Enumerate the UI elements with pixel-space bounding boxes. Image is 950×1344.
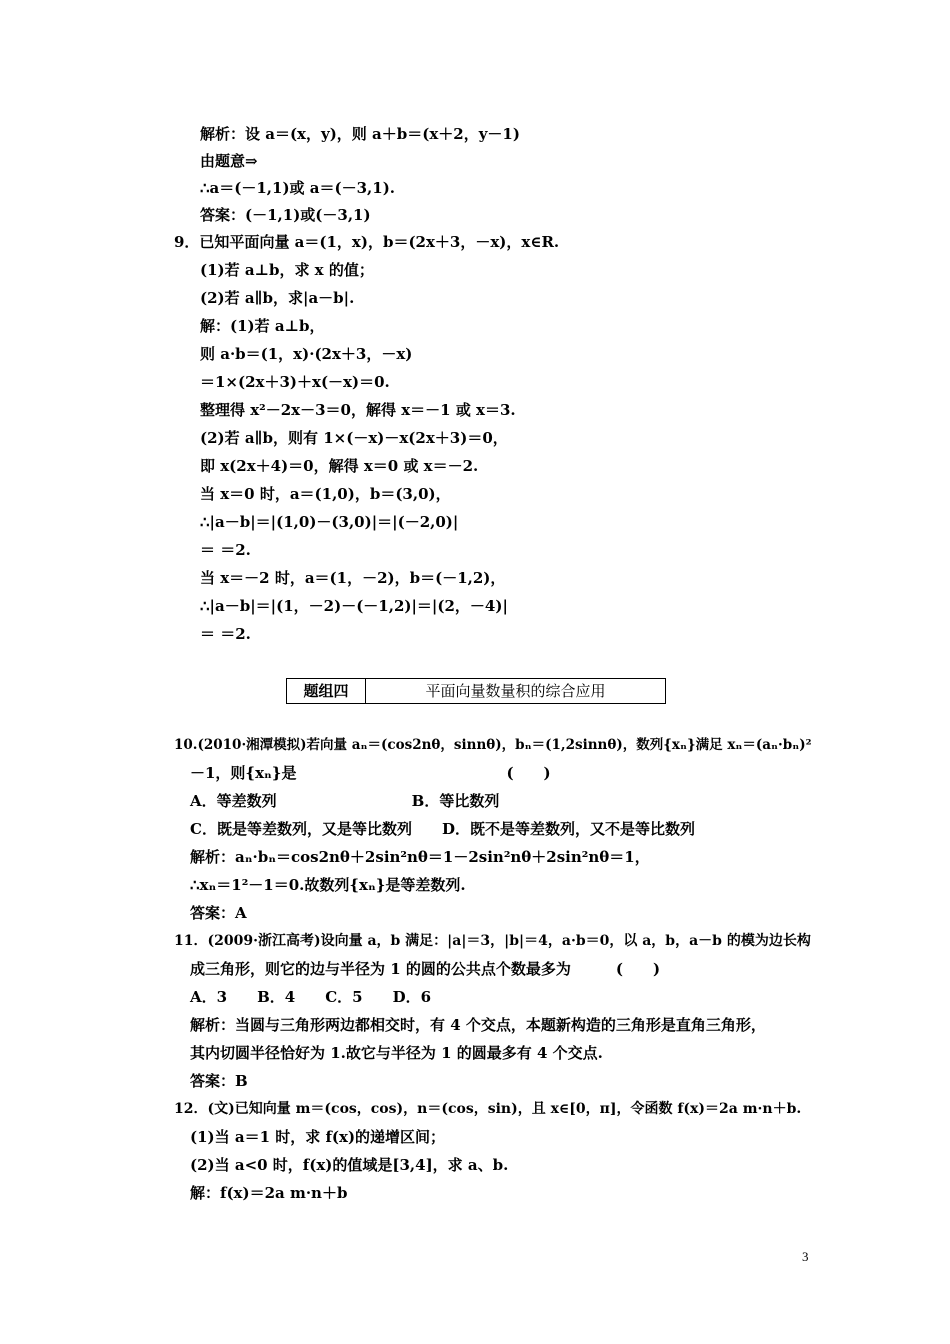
text-line: 其内切圆半径恰好为 1.故它与半径为 1 的圆最多有 4 个交点. [190, 1044, 603, 1062]
text-line: 答案：B [190, 1072, 248, 1090]
text-line: 当 x＝0 时，a＝(1,0)，b＝(3,0)， [200, 485, 451, 503]
text-line: (2)当 a<0 时，f(x)的值域是[3,4]，求 a、b. [190, 1156, 509, 1174]
text-line: 解析：设 a＝(x，y)，则 a＋b＝(x＋2，y－1) [200, 125, 520, 143]
text-line: 10.(2010·湘潭模拟)若向量 aₙ＝(cos2nθ，sinnθ)，bₙ＝(1,2sinnθ)，数列{xₙ}满足 xₙ＝(aₙ·bₙ)² [174, 737, 812, 753]
text-line: ＝ ＝2. [200, 541, 251, 559]
text-line: 12．(文)已知向量 m＝(cos，cos)，n＝(cos，sin)，且 x∈[0，π]，令函数 f(x)＝2a m·n＋b. [174, 1101, 802, 1117]
text-line: 整理得 x²－2x－3＝0，解得 x＝－1 或 x＝3. [200, 401, 516, 419]
text-line: 9．已知平面向量 a＝(1，x)，b＝(2x＋3，－x)，x∈R. [174, 233, 560, 251]
text-line: (1)若 a⊥b，求 x 的值； [200, 261, 374, 279]
text-line: 11．(2009·浙江高考)设向量 a，b 满足：|a|＝3，|b|＝4，a·b＝0，以 a，b，a－b 的模为边长构 [174, 933, 811, 949]
text-line: ＝1×(2x＋3)＋x(－x)＝0. [200, 373, 390, 391]
text-line: －1，则{xₙ}是 ( ) [190, 764, 551, 782]
text-line: 解析：aₙ·bₙ＝cos2nθ＋2sin²nθ＝1－2sin²nθ＋2sin²nθ＝1， [190, 848, 650, 866]
text-line: 解：(1)若 a⊥b， [200, 317, 325, 335]
text-line: A．等差数列 B．等比数列 [190, 792, 500, 810]
text-line: 当 x＝－2 时，a＝(1，－2)，b＝(－1,2)， [200, 569, 506, 587]
text-line: 由题意⇒ [200, 152, 258, 170]
text-line: (2)若 a∥b，则有 1×(－x)－x(2x＋3)＝0， [200, 429, 508, 447]
section-header-box [286, 678, 666, 704]
section-title: 平面向量数量积的综合应用 [425, 682, 606, 700]
text-line: A．3 B．4 C．5 D．6 [190, 988, 432, 1006]
text-line: 则 a·b＝(1，x)·(2x＋3，－x) [200, 345, 413, 363]
text-line: ∴|a－b|＝|(1,0)－(3,0)|＝|(－2,0)| [200, 513, 459, 531]
text-line: 解析：当圆与三角形两边都相交时，有 4 个交点，本题新构造的三角形是直角三角形， [190, 1016, 766, 1034]
text-line: 即 x(2x＋4)＝0，解得 x＝0 或 x＝－2. [200, 457, 479, 475]
text-line: 解：f(x)＝2a m·n＋b [190, 1184, 348, 1202]
text-line: ＝ ＝2. [200, 625, 251, 643]
text-line: ∴|a－b|＝|(1，－2)－(－1,2)|＝|(2，－4)| [200, 597, 508, 615]
text-line: 成三角形，则它的边与半径为 1 的圆的公共点个数最多为 ( ) [190, 960, 661, 978]
text-line: ∴xₙ＝1²－1＝0.故数列{xₙ}是等差数列. [190, 876, 466, 894]
text-line: C．既是等差数列，又是等比数列 D．既不是等差数列，又不是等比数列 [190, 820, 695, 838]
text-line: (2)若 a∥b，求|a－b|. [200, 289, 355, 307]
text-line: 答案：(－1,1)或(－3,1) [200, 206, 371, 224]
page-number: 3 [802, 1249, 809, 1264]
text-line: (1)当 a＝1 时，求 f(x)的递增区间； [190, 1128, 446, 1146]
text-line: 答案：A [190, 904, 247, 922]
text-line: ∴a＝(－1,1)或 a＝(－3,1). [200, 179, 396, 197]
section-label: 题组四 [287, 679, 366, 703]
